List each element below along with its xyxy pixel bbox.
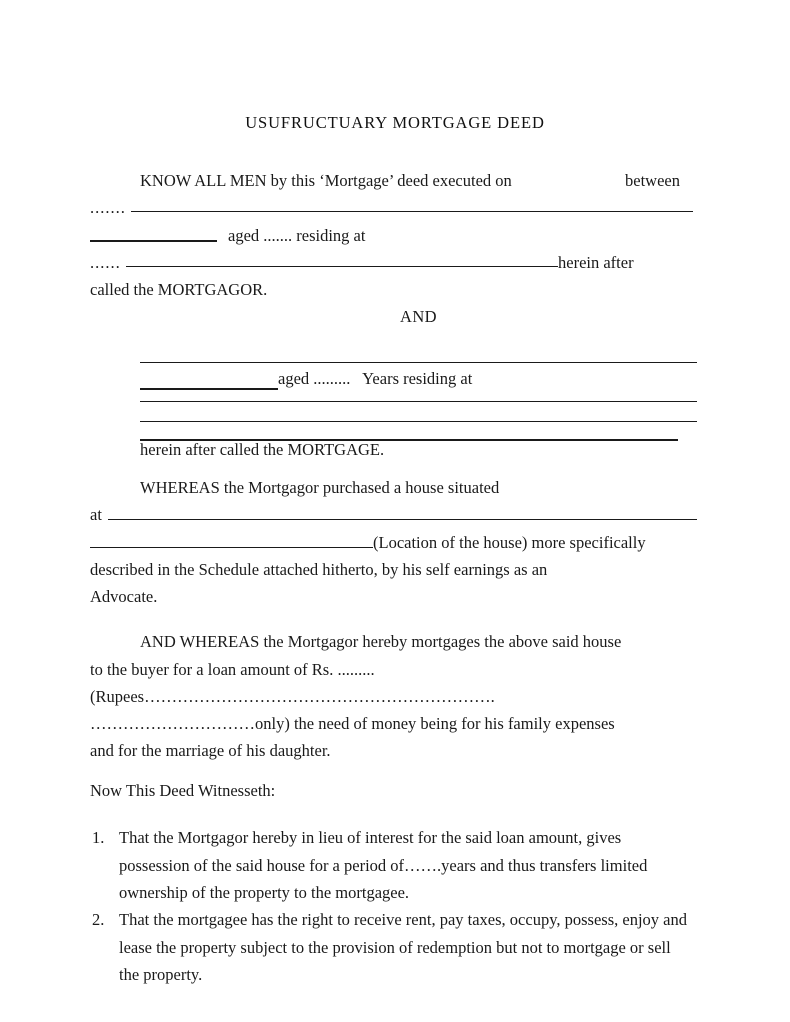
and-whereas-line-2: to the buyer for a loan amount of Rs. ......... (90, 660, 375, 679)
and-whereas-line-4: …………………………only) the need of money being for his family expenses (90, 714, 615, 733)
list-item (92, 906, 694, 989)
and-whereas-line-3: (Rupees………………………………………………………. (90, 687, 495, 706)
mortgagee-aged-years-text: aged ......... Years residing at (278, 369, 473, 388)
mortgagee-blank-rule-3[interactable] (140, 421, 697, 422)
conjunction-and: AND (400, 307, 437, 326)
aged-residing-text: aged ....... residing at (228, 226, 366, 245)
mortgagee-blank-rule-1[interactable] (140, 362, 697, 363)
whereas-line-1: WHEREAS the Mortgagor purchased a house situated (140, 478, 500, 497)
name-blank-rule-2[interactable] (90, 240, 217, 242)
herein-after-text-1: herein after (558, 253, 634, 272)
name-blank-rule-1[interactable] (131, 211, 693, 212)
address-blank-rule[interactable] (126, 266, 558, 267)
list-item (92, 824, 694, 907)
location-of-house-note: (Location of the house) more specifically (373, 533, 646, 552)
name-line-leading-dots: ....... (90, 198, 126, 217)
whereas-at-label: at (90, 505, 102, 524)
mortgagee-name-blank-rule[interactable] (140, 388, 278, 390)
whereas-line-4: Advocate. (90, 587, 158, 606)
clause-text: That the Mortgagor hereby in lieu of interest for the said loan amount, gives possession of the said house for a period of…….years and thus transfers limited ownership of the property to the mortgagee. (119, 828, 648, 902)
witnesseth-heading: Now This Deed Witnesseth: (90, 781, 276, 800)
and-whereas-line-1: AND WHEREAS the Mortgagor hereby mortgages the above said house (140, 632, 622, 651)
page-title: USUFRUCTUARY MORTGAGE DEED (245, 113, 545, 132)
house-location-blank-rule-1[interactable] (108, 519, 697, 520)
herein-after-called-mortgage-text: herein after called the MORTGAGE. (140, 440, 385, 459)
house-location-blank-rule-2[interactable] (90, 547, 373, 548)
whereas-line-3: described in the Schedule attached hitherto, by his self earnings as an (90, 560, 548, 579)
clause-number: 2. (92, 910, 105, 929)
and-whereas-line-5: and for the marriage of his daughter. (90, 741, 331, 760)
address-line-leading-dots: ...... (90, 253, 121, 272)
clause-number: 1. (92, 828, 105, 847)
opening-between-text: between (625, 171, 680, 190)
called-mortgagor-text: called the MORTGAGOR. (90, 280, 268, 299)
opening-lead-text: KNOW ALL MEN by this ‘Mortgage’ deed executed on (140, 171, 512, 190)
clause-text: That the mortgagee has the right to receive rent, pay taxes, occupy, possess, enjoy and lease the property subject to the provision of redemption but not to mortgage or sell the property. (119, 910, 687, 984)
mortgagee-blank-rule-2[interactable] (140, 401, 697, 402)
